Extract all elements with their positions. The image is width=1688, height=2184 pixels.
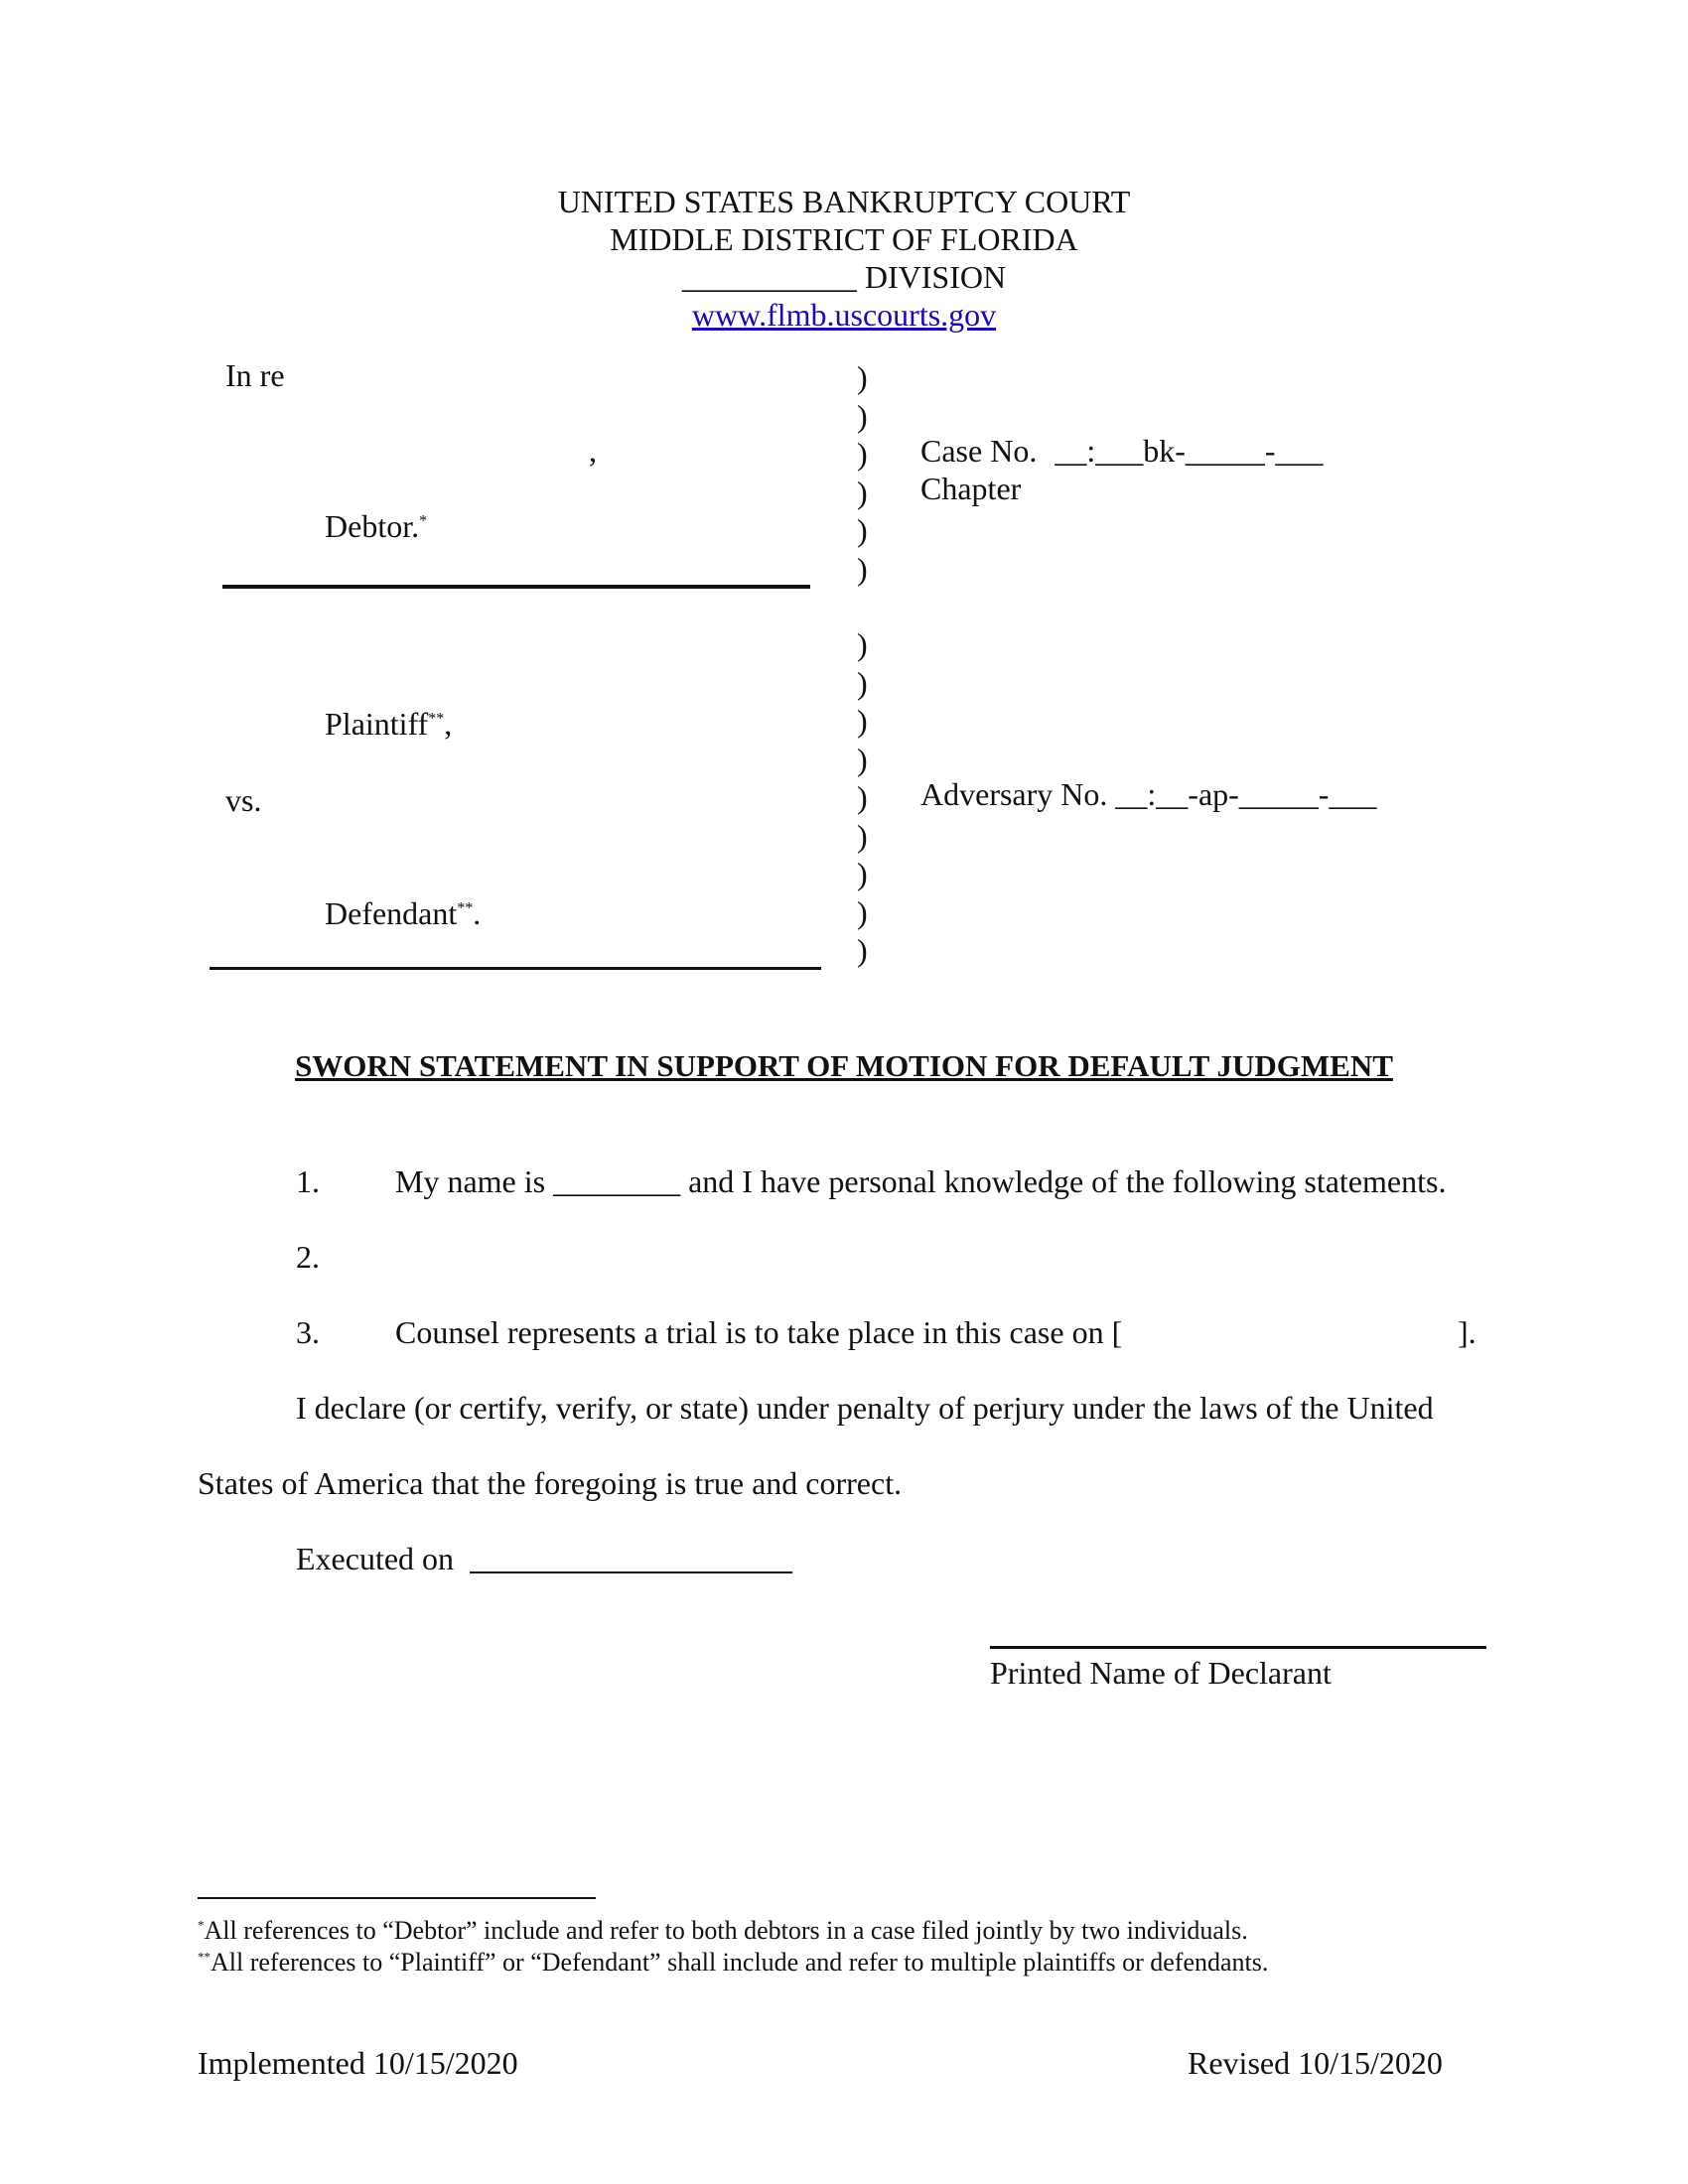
caption-paren: ) bbox=[857, 893, 868, 930]
caption-paren: ) bbox=[857, 741, 868, 777]
caption-paren: ) bbox=[857, 856, 868, 891]
adversary-number-label: Adversary No. bbox=[920, 776, 1108, 812]
caption-paren: ) bbox=[857, 932, 868, 968]
caption-paren-column-top bbox=[857, 358, 868, 588]
trial-date-field[interactable] bbox=[1154, 1312, 1452, 1352]
vs-label: vs. bbox=[225, 782, 262, 818]
adversary-number-line bbox=[920, 776, 1376, 813]
debtor-label: Debtor.* bbox=[325, 508, 428, 544]
caption-paren: ) bbox=[857, 779, 868, 815]
footnote-2: **All references to “Plaintiff” or “Defendant” shall include and refer to multiple plaintiffs or defendants. bbox=[198, 1948, 1269, 1977]
caption-paren-column-bottom bbox=[857, 625, 868, 970]
footnote-mark: ** bbox=[428, 710, 445, 728]
item-1-text: My name is ________ and I have personal knowledge of the following statements. bbox=[395, 1163, 1447, 1199]
item-1-number: 1. bbox=[296, 1163, 320, 1199]
caption-paren: ) bbox=[857, 817, 868, 854]
executed-on-date-field[interactable] bbox=[470, 1571, 792, 1573]
declaration-line-2: States of America that the foregoing is true and correct. bbox=[198, 1465, 903, 1501]
printed-name-label: Printed Name of Declarant bbox=[990, 1655, 1332, 1691]
caption-paren: ) bbox=[857, 664, 868, 701]
caption-paren: ) bbox=[857, 436, 868, 472]
chapter-label: Chapter bbox=[920, 471, 1022, 506]
defendant-label: Defendant**. bbox=[325, 895, 482, 931]
adversary-number-field[interactable]: __:__-ap-_____-___ bbox=[1115, 776, 1377, 812]
revised-date: Revised 10/15/2020 bbox=[1188, 2045, 1443, 2081]
website-line bbox=[0, 296, 1688, 334]
caption-paren: ) bbox=[857, 550, 868, 587]
debtor-name-comma: , bbox=[589, 433, 597, 469]
in-re-label: In re bbox=[225, 357, 285, 393]
caption-paren: ) bbox=[857, 397, 868, 434]
declaration-line-1: I declare (or certify, verify, or state) under penalty of perjury under the laws of the United bbox=[296, 1390, 1434, 1426]
executed-on-label: Executed on bbox=[296, 1541, 455, 1576]
caption-paren: ) bbox=[857, 512, 868, 548]
item-3-close: ]. bbox=[1458, 1314, 1477, 1350]
division-line: ___________ DIVISION bbox=[681, 259, 1007, 295]
case-number-field[interactable]: __:___bk-_____-___ bbox=[1055, 433, 1324, 469]
caption-paren: ) bbox=[857, 626, 868, 662]
adversary-caption-rule bbox=[210, 967, 821, 970]
footnote-mark: * bbox=[198, 1917, 205, 1933]
footnote-mark: * bbox=[419, 512, 428, 530]
footnote-1: *All references to “Debtor” include and refer to both debtors in a case filed jointly by two individuals. bbox=[198, 1916, 1248, 1945]
case-number-label: Case No. bbox=[920, 433, 1038, 469]
footnote-mark: ** bbox=[457, 899, 474, 917]
implemented-date: Implemented 10/15/2020 bbox=[198, 2045, 518, 2081]
caption-paren: ) bbox=[857, 474, 868, 510]
document-title: SWORN STATEMENT IN SUPPORT OF MOTION FOR DEFAULT JUDGMENT bbox=[295, 1048, 1393, 1083]
plaintiff-label: Plaintiff**, bbox=[325, 706, 453, 742]
caption-paren: ) bbox=[857, 359, 868, 395]
item-3-text: Counsel represents a trial is to take place in this case on [ bbox=[395, 1314, 1123, 1350]
case-number-line bbox=[920, 433, 1324, 470]
footnote-separator bbox=[198, 1897, 596, 1899]
website-link[interactable]: www.flmb.uscourts.gov bbox=[691, 297, 997, 333]
district-name: MIDDLE DISTRICT OF FLORIDA bbox=[610, 221, 1078, 257]
item-2-number: 2. bbox=[296, 1239, 320, 1275]
signature-line[interactable] bbox=[990, 1646, 1486, 1649]
court-name: UNITED STATES BANKRUPTCY COURT bbox=[557, 184, 1131, 219]
caption-paren: ) bbox=[857, 703, 868, 739]
item-3-number: 3. bbox=[296, 1314, 320, 1350]
declarant-name-field[interactable]: ________ bbox=[553, 1163, 681, 1199]
debtor-caption-rule bbox=[222, 585, 810, 589]
footnote-mark: ** bbox=[198, 1949, 211, 1965]
